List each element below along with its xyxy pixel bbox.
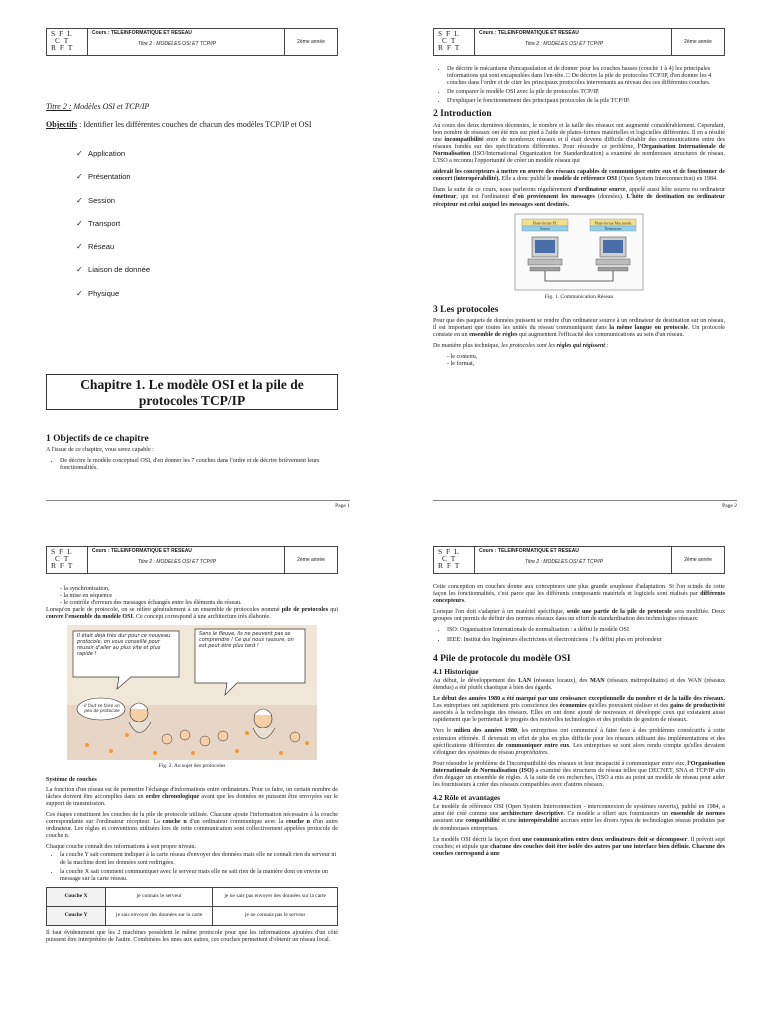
text: ensemble de règles <box>469 331 518 338</box>
title-line <box>46 102 338 112</box>
page-4-body <box>433 584 725 862</box>
logo-line-3: R F T <box>438 561 461 570</box>
objectives-text: : Identifier les différentes couches de chacun des modèles TCP/IP et OSI <box>77 120 312 129</box>
section-heading: 2 Introduction <box>433 109 492 120</box>
text: . <box>464 598 466 605</box>
text: . Ce modèle a offert aux fournisseurs un <box>563 811 671 818</box>
text: avant que les données ne puissent être envoyées sur le support de transmission. <box>46 793 339 807</box>
paragraph <box>433 728 725 756</box>
text: accrues entre les divers types de technologies réseau produites par de nombreuses entreprises. <box>433 818 725 832</box>
list-item <box>76 290 338 313</box>
bullet-item: • ISO: Organisation Internationale de normalisation : a défini le modèle OSI <box>447 627 725 634</box>
text: ordre chronologique <box>145 793 200 800</box>
paragraph <box>433 696 725 724</box>
text: émetteur <box>433 194 457 201</box>
course-title: Titre 2 : MODELES OSI ET TCP/IP <box>138 41 217 47</box>
text: architecture descriptive <box>501 811 564 818</box>
logo-line-1: S F L <box>51 29 73 38</box>
text: Dans la suite de ce cours, nous parlerons régulièrement <box>433 187 574 194</box>
page-3-body <box>46 586 338 948</box>
course-name: Cours : TELEINFORMATIQUE ET RESEAU <box>92 30 192 36</box>
page-2 <box>397 10 737 510</box>
text: les protocoles sont les <box>501 343 557 350</box>
table-row <box>47 906 338 925</box>
source-platform-label: Plate-forme PC <box>532 219 558 225</box>
text: économies <box>559 703 587 710</box>
page-footer: Page 2 <box>433 500 737 509</box>
list-item <box>76 243 338 266</box>
text: Les entreprises ont rapidement pris conscience des <box>433 703 560 710</box>
source-label: Source <box>540 226 550 231</box>
text: d'ordinateur source <box>573 187 626 194</box>
destination-platform-label: Plate-forme Macintosh <box>594 219 632 225</box>
text: l'Organisation Internationale de Normalisation (ISO) <box>433 760 725 774</box>
text: , les entreprises ont commencé à faire face à des problèmes consécutifs à cette extension effrénée. Il devenait en effet de plus en plus difficile pour les réseaux utilisant des implémentations et des spécifications différentes <box>433 728 726 749</box>
check-icon: ✓ <box>76 242 83 252</box>
bullet-item: • De comparer le modèle OSI avec la pile de protocoles TCP/IP. <box>447 89 725 96</box>
destination-label: Destination <box>604 226 622 231</box>
rules-list-continued <box>46 586 338 607</box>
text: (réseaux métropolitains) et des WAN (réseaux étendus) a été plutôt chaotique à bien des égards. <box>433 677 726 691</box>
course-name: Cours : TELEINFORMATIQUE ET RESEAU <box>92 548 192 554</box>
chapter-title-line-2: protocoles TCP/IP <box>138 393 246 408</box>
figure-caption: Fig. 1. Communication Réseau <box>544 293 614 300</box>
text: d'un autre ordinateur. Les règles et conventions utilisées lors de cette communication sont collectivement appelées protocole de couche n. <box>46 819 338 840</box>
check-icon: ✓ <box>76 288 83 298</box>
text: , qui est l'ordinateur <box>456 194 513 201</box>
text: assurant une <box>433 818 466 825</box>
layer-label: Présentation <box>88 172 131 182</box>
paragraph <box>433 837 725 858</box>
speech-bubble-left-text: Il était déjà très dur pour ce nouveau protocole, on vous conseillé pour réussir d'aller au plus vite et plus rapide ! <box>77 633 171 658</box>
table-cell: je ne sais pas envoyer des données sur la carte <box>213 887 338 906</box>
school-logo <box>434 547 475 573</box>
paragraph <box>433 761 725 789</box>
course-name: Cours : TELEINFORMATIQUE ET RESEAU <box>479 548 579 554</box>
table-cell: Couche X <box>47 887 106 906</box>
text: pile de protocoles <box>281 607 329 614</box>
school-year: 2ème année <box>684 557 712 563</box>
logo-line-1: S F L <box>438 547 460 556</box>
text: Vers le <box>433 728 454 735</box>
text: MAN <box>590 677 605 684</box>
text: Au début, le développement des <box>433 677 519 684</box>
text: interopérabilité <box>518 818 559 825</box>
school-year: 2ème année <box>297 557 325 563</box>
paragraph <box>433 169 725 183</box>
layer-label: Application <box>88 149 126 158</box>
course-title: Titre 2 : MODELES OSI ET TCP/IP <box>525 41 604 47</box>
text: Elle a donc publié le <box>499 176 554 183</box>
chapter-title-line-1: Chapitre 1. Le modèle OSI et la pile de <box>80 377 304 392</box>
text: (réseaux locaux), des <box>531 677 591 684</box>
check-icon: ✓ <box>76 172 83 182</box>
bullet-item: • D'expliquer le fonctionnement des principaux protocoles de la pile TCP/IP. <box>447 98 725 105</box>
layers-checklist <box>76 150 338 313</box>
section-heading: 3 Les protocoles <box>433 304 499 315</box>
list-item: - la synchronisation, <box>60 586 110 592</box>
text: associés à la technologie des réseaux. Elles en ont donc ajouté de nouveaux et développé ceux qui existaient aussi rapidement que le permettait le progrès des nouvelles technologies et des produits de gestion de réseaux. <box>433 710 725 724</box>
paragraph <box>46 787 338 808</box>
layer-label: Réseau <box>88 242 115 252</box>
title-label: Titre 2 : <box>46 102 72 111</box>
logo-line-2: C T <box>55 554 70 563</box>
bullet-item: • De décrire le modèle conceptuel OSI, d'en donner les 7 couches dans l'ordre et de décrire brièvement leurs fonctionnalités. <box>60 458 338 472</box>
list-item: - le format, <box>447 361 475 368</box>
bullet-item: • la couche Y sait comment indiquer à la carte réseau d'envoyer des données mais elle ne connaît rien du serveur ni de la machine dont les données sont redirigées. <box>60 852 338 866</box>
network-communication-figure <box>514 213 644 291</box>
school-year: 2ème année <box>297 39 325 45</box>
check-icon: ✓ <box>76 218 83 228</box>
page-1-section-1 <box>46 430 338 476</box>
text: seule une partie de la pile de protocole <box>566 609 672 616</box>
page-header <box>46 28 338 56</box>
text: couvre l'ensemble du modèle OSI <box>46 614 133 621</box>
logo-line-1: S F L <box>438 29 460 38</box>
text: . Les entreprises se sont alors rendu compte qu'elles devaient s'éloigner des systèmes de réseau <box>433 742 725 756</box>
text: De manière plus technique, <box>433 343 502 350</box>
paragraph: A l'issue de ce chapitre, vous serez capable : <box>46 447 154 454</box>
school-logo <box>47 29 88 55</box>
bullet-item: • De décrire le mécanisme d'encapsulation et de donner pour les couches basses (couche 1 à 4) les principales informations qui sont encapsulées dans l'en-tête. □ De décrire la pile de protocoles TCP/IP, d'en donner les 4 couches dans l'ordre et de citer les principaux protocoles intervenants au niveau des ces différentes couches. <box>447 66 725 87</box>
text: LAN <box>518 677 532 684</box>
page-3 <box>10 528 350 1028</box>
section-heading: 1 Objectifs de ce chapitre <box>46 434 149 444</box>
layer-label: Physique <box>88 288 120 298</box>
layer-comparison-table <box>46 887 338 926</box>
text: Le modèle de référence OSI (Open System Interconnection - interconnexion de systèmes ouverts), publié en 1984, a ainsi été créé comme une <box>433 804 725 818</box>
paragraph <box>433 584 725 605</box>
speech-bubble-right-text: Sans le fleuve, ils ne peuvent pas se comprendre ! Ce qui nous rassure, on est peut être plus tard ! <box>199 631 294 650</box>
text: (Open System Interconnection) en 1984. <box>617 176 718 183</box>
text: gains de productivité <box>670 703 725 710</box>
text: modèle de référence OSI <box>553 176 618 183</box>
text: milieu des années 1980 <box>453 728 518 735</box>
text: . <box>547 749 549 756</box>
course-title: Titre 2 : MODELES OSI ET TCP/IP <box>525 559 604 565</box>
logo-line-1: S F L <box>51 547 73 556</box>
text: La fonction d'un réseau est de permettre l'échange d'informations entre ordinateurs. Pour ce faire, un certain nombre de tâches doivent être accomplies dans un <box>46 786 338 800</box>
paragraph <box>433 804 725 832</box>
subsection-heading: 4.2 Rôle et avantages <box>433 793 501 803</box>
figure-caption: Fig. 2. Au sujet des protocoles <box>158 763 226 770</box>
logo-line-2: C T <box>55 36 70 45</box>
page-header <box>433 546 725 574</box>
chapter-title-box <box>46 374 338 410</box>
text: la même langue ou protocole <box>609 324 688 331</box>
subsection-heading: Système de couches <box>46 776 97 783</box>
list-item <box>76 150 338 173</box>
text: L'hôte de destination ou ordinateur récepteur est celui auquel les messages sont destinés. <box>433 194 725 208</box>
text: différents concepteurs <box>433 591 725 605</box>
text: Lorsque l'on doit s'adapter à un matériel spécifique, <box>433 609 567 616</box>
table-row <box>47 887 338 906</box>
bullet-item: • IEEE: Institut des Ingénieurs électriciens et électroniciens : l'a défini plus en profondeur <box>447 637 725 644</box>
logo-line-3: R F T <box>51 43 74 52</box>
page-header <box>46 546 338 574</box>
school-year: 2ème année <box>684 39 712 45</box>
table-cell: je sais envoyer des données sur la carte <box>106 906 213 925</box>
page-1-body <box>46 102 338 313</box>
check-icon: ✓ <box>76 195 83 205</box>
text: l'Organisation Internationale de Normalisation <box>433 143 725 157</box>
page-footer: Page 1 <box>46 500 350 509</box>
page-header <box>433 28 725 56</box>
text: règles qui régissent <box>556 343 605 350</box>
page-1 <box>10 10 350 510</box>
paragraph <box>433 343 725 350</box>
text: d'un ordinateur communique avec la <box>186 819 286 826</box>
table-cell: je ne connais pas le serveur <box>213 906 338 925</box>
logo-line-2: C T <box>442 554 457 563</box>
list-item <box>76 173 338 196</box>
text: Le début des années 1980 a été marqué par une croissance exceptionnelle du nombre et de la taille des réseaux. <box>433 696 725 703</box>
text: qui augmentent l'efficacité des communications au sein d'un réseau. <box>517 331 685 338</box>
text: Cette conception en couches donne aux concepteurs une plus grande souplesse d'adaptation. Si l'on scinde de cette façon les fonctionnalités, c'est parce que les différents composants matériels et logiciels sont réalisés par <box>433 584 725 598</box>
bullet-item: • la couche X sait comment communiquer avec le serveur mais elle ne sait rien de la manière dont on envoie un message sur la carte réseau. <box>60 869 338 883</box>
objectives-line <box>46 120 338 130</box>
text: . Un protocole consiste en un <box>433 324 725 338</box>
text: Au cours des deux dernières décennies, le nombre et la taille des réseaux ont augmenté considérablement. Cependant, bon nombre de réseaux ont été mis sur pied à l'aide de plates-formes matérielles et logicielles différentes. Il en a résulté une <box>433 122 725 143</box>
text: a examiné des structures de réseau telles que DECNET, SNA et TCP/IP afin d'en dégager un ensemble de règles. À la suite de ces recherches, l'ISO a mis au point un modèle de réseau pour aider les fournisseurs à créer des réseaux compatibles avec d'autres réseaux. <box>433 767 725 789</box>
list-item <box>76 220 338 243</box>
page-2-body <box>433 66 725 368</box>
logo-line-2: C T <box>442 36 457 45</box>
text: Pour résoudre le problème de l'incompatibilité des réseaux et leur incapacité à communiquer entre eux, <box>433 760 688 767</box>
text: d'où proviennent les messages <box>512 194 595 201</box>
rules-list <box>433 354 725 368</box>
text: incompatibilité <box>444 136 484 143</box>
subsection-heading: 4.1 Historique <box>433 666 479 676</box>
text: aiderait les concepteurs à mettre en œuvre des réseaux capables de communiquer entre eux et de fonctionner de concert (interopérabilité). <box>433 169 725 183</box>
text: de communiquer entre eux <box>497 742 570 749</box>
table-cell: Couche Y <box>47 906 106 925</box>
paragraph: Il faut évidemment que les 2 machines possèdent le même protocole pour que les informations ajoutées d'un côté puissent être interprétées de l'autre. Combinées les unes aux autres, ces couches permettent d'obtenir un réseau local. <box>46 929 338 943</box>
paragraph <box>433 609 725 623</box>
paragraph <box>46 607 338 621</box>
paragraph <box>433 318 725 339</box>
text: . Ce concept correspond à une architecture très élaborée. <box>132 614 271 621</box>
text: Ces étapes constituent les couches de la pile de protocole utilisée. Chacune ajoute l'information nécessaire à la couche correspondante sur l'ordinateur récepteur. La <box>46 811 338 826</box>
logo-line-3: R F T <box>51 561 74 570</box>
layer-label: Transport <box>88 218 121 228</box>
list-item <box>76 197 338 220</box>
paragraph <box>46 812 338 840</box>
text: propriétaires <box>515 749 548 756</box>
list-item <box>76 266 338 289</box>
text: qu'elles pouvaient réaliser et des <box>586 703 671 710</box>
paragraph <box>433 678 725 692</box>
check-icon: ✓ <box>76 265 83 275</box>
text: qui <box>328 607 339 614</box>
text: (données). <box>594 194 627 201</box>
text: Pour que des paquets de données puissent se rendre d'un ordinateur source à un ordinateur de destination sur un réseau, il est important que toutes les unités du réseau communiquent dans <box>433 317 725 331</box>
paragraph: Chaque couche connaît des informations à son propre niveau. <box>46 844 197 851</box>
layer-label: Liaison de donnée <box>88 265 151 275</box>
page-4 <box>397 528 737 1028</box>
list-item: - le contrôle d'erreurs des messages échangés entre les éléments du réseau. <box>60 600 242 607</box>
school-logo <box>434 29 475 55</box>
text: chacune des couches doit être isolée des autres par une interface bien définie. Chacune des couches correspond à une <box>433 843 726 857</box>
paragraph <box>433 187 725 208</box>
text: compatibilité <box>465 818 500 825</box>
protocol-cartoon-illustration <box>67 625 317 760</box>
text: couche n <box>162 819 187 826</box>
list-item: - la mise en séquence <box>60 593 113 600</box>
text: une communication entre deux ordinateurs doit se décomposer <box>522 836 688 843</box>
logo-line-3: R F T <box>438 43 461 52</box>
text: entre de nombreux réseaux et il était devenu difficile d'établir des communications entre des réseaux fondés sur des spécifications différentes. Pour résoudre ce problème, <box>433 136 725 150</box>
course-name: Cours : TELEINFORMATIQUE ET RESEAU <box>479 30 579 36</box>
title-text: Modèles OSI et TCP/IP <box>71 102 150 111</box>
text: . Il prévoit sept couches; et stipule que <box>433 836 725 850</box>
speech-bubble-small-text: Il faut se faire un peu de protocole <box>84 703 120 714</box>
layer-label: Session <box>88 195 116 205</box>
check-icon: ✓ <box>76 149 83 158</box>
table-cell: je connais le serveur <box>106 887 213 906</box>
text: sera modifiée. Deux groupes ont permis de définir des normes réseaux dans un effort de standardisation des technologies réseaux: <box>433 609 725 623</box>
text: : <box>604 343 609 350</box>
school-logo <box>47 547 88 573</box>
text: , appelé aussi hôte source ou ordinateur <box>625 187 725 194</box>
text: couche n <box>285 819 311 826</box>
text: Lorsqu'on parle de protocole, on se réfère généralement à un ensemble de protocoles nommé <box>46 607 282 614</box>
paragraph <box>433 123 725 166</box>
list-item: - le contenu, <box>447 354 478 361</box>
text: et une <box>499 818 519 825</box>
objectives-label: Objectifs <box>46 120 78 129</box>
text: ensemble de normes <box>670 811 725 818</box>
section-heading: 4 Pile de protocole du modèle OSI <box>433 653 571 664</box>
text: Le modèle OSI décrit la façon dont <box>433 836 523 843</box>
course-title: Titre 2 : MODELES OSI ET TCP/IP <box>138 559 217 565</box>
text: (ISO/International Organization for Standardization) a examiné de nombreuses structures de réseau. L'ISO a reconnu l'opportunité de créer un modèle réseau qui <box>433 150 725 165</box>
